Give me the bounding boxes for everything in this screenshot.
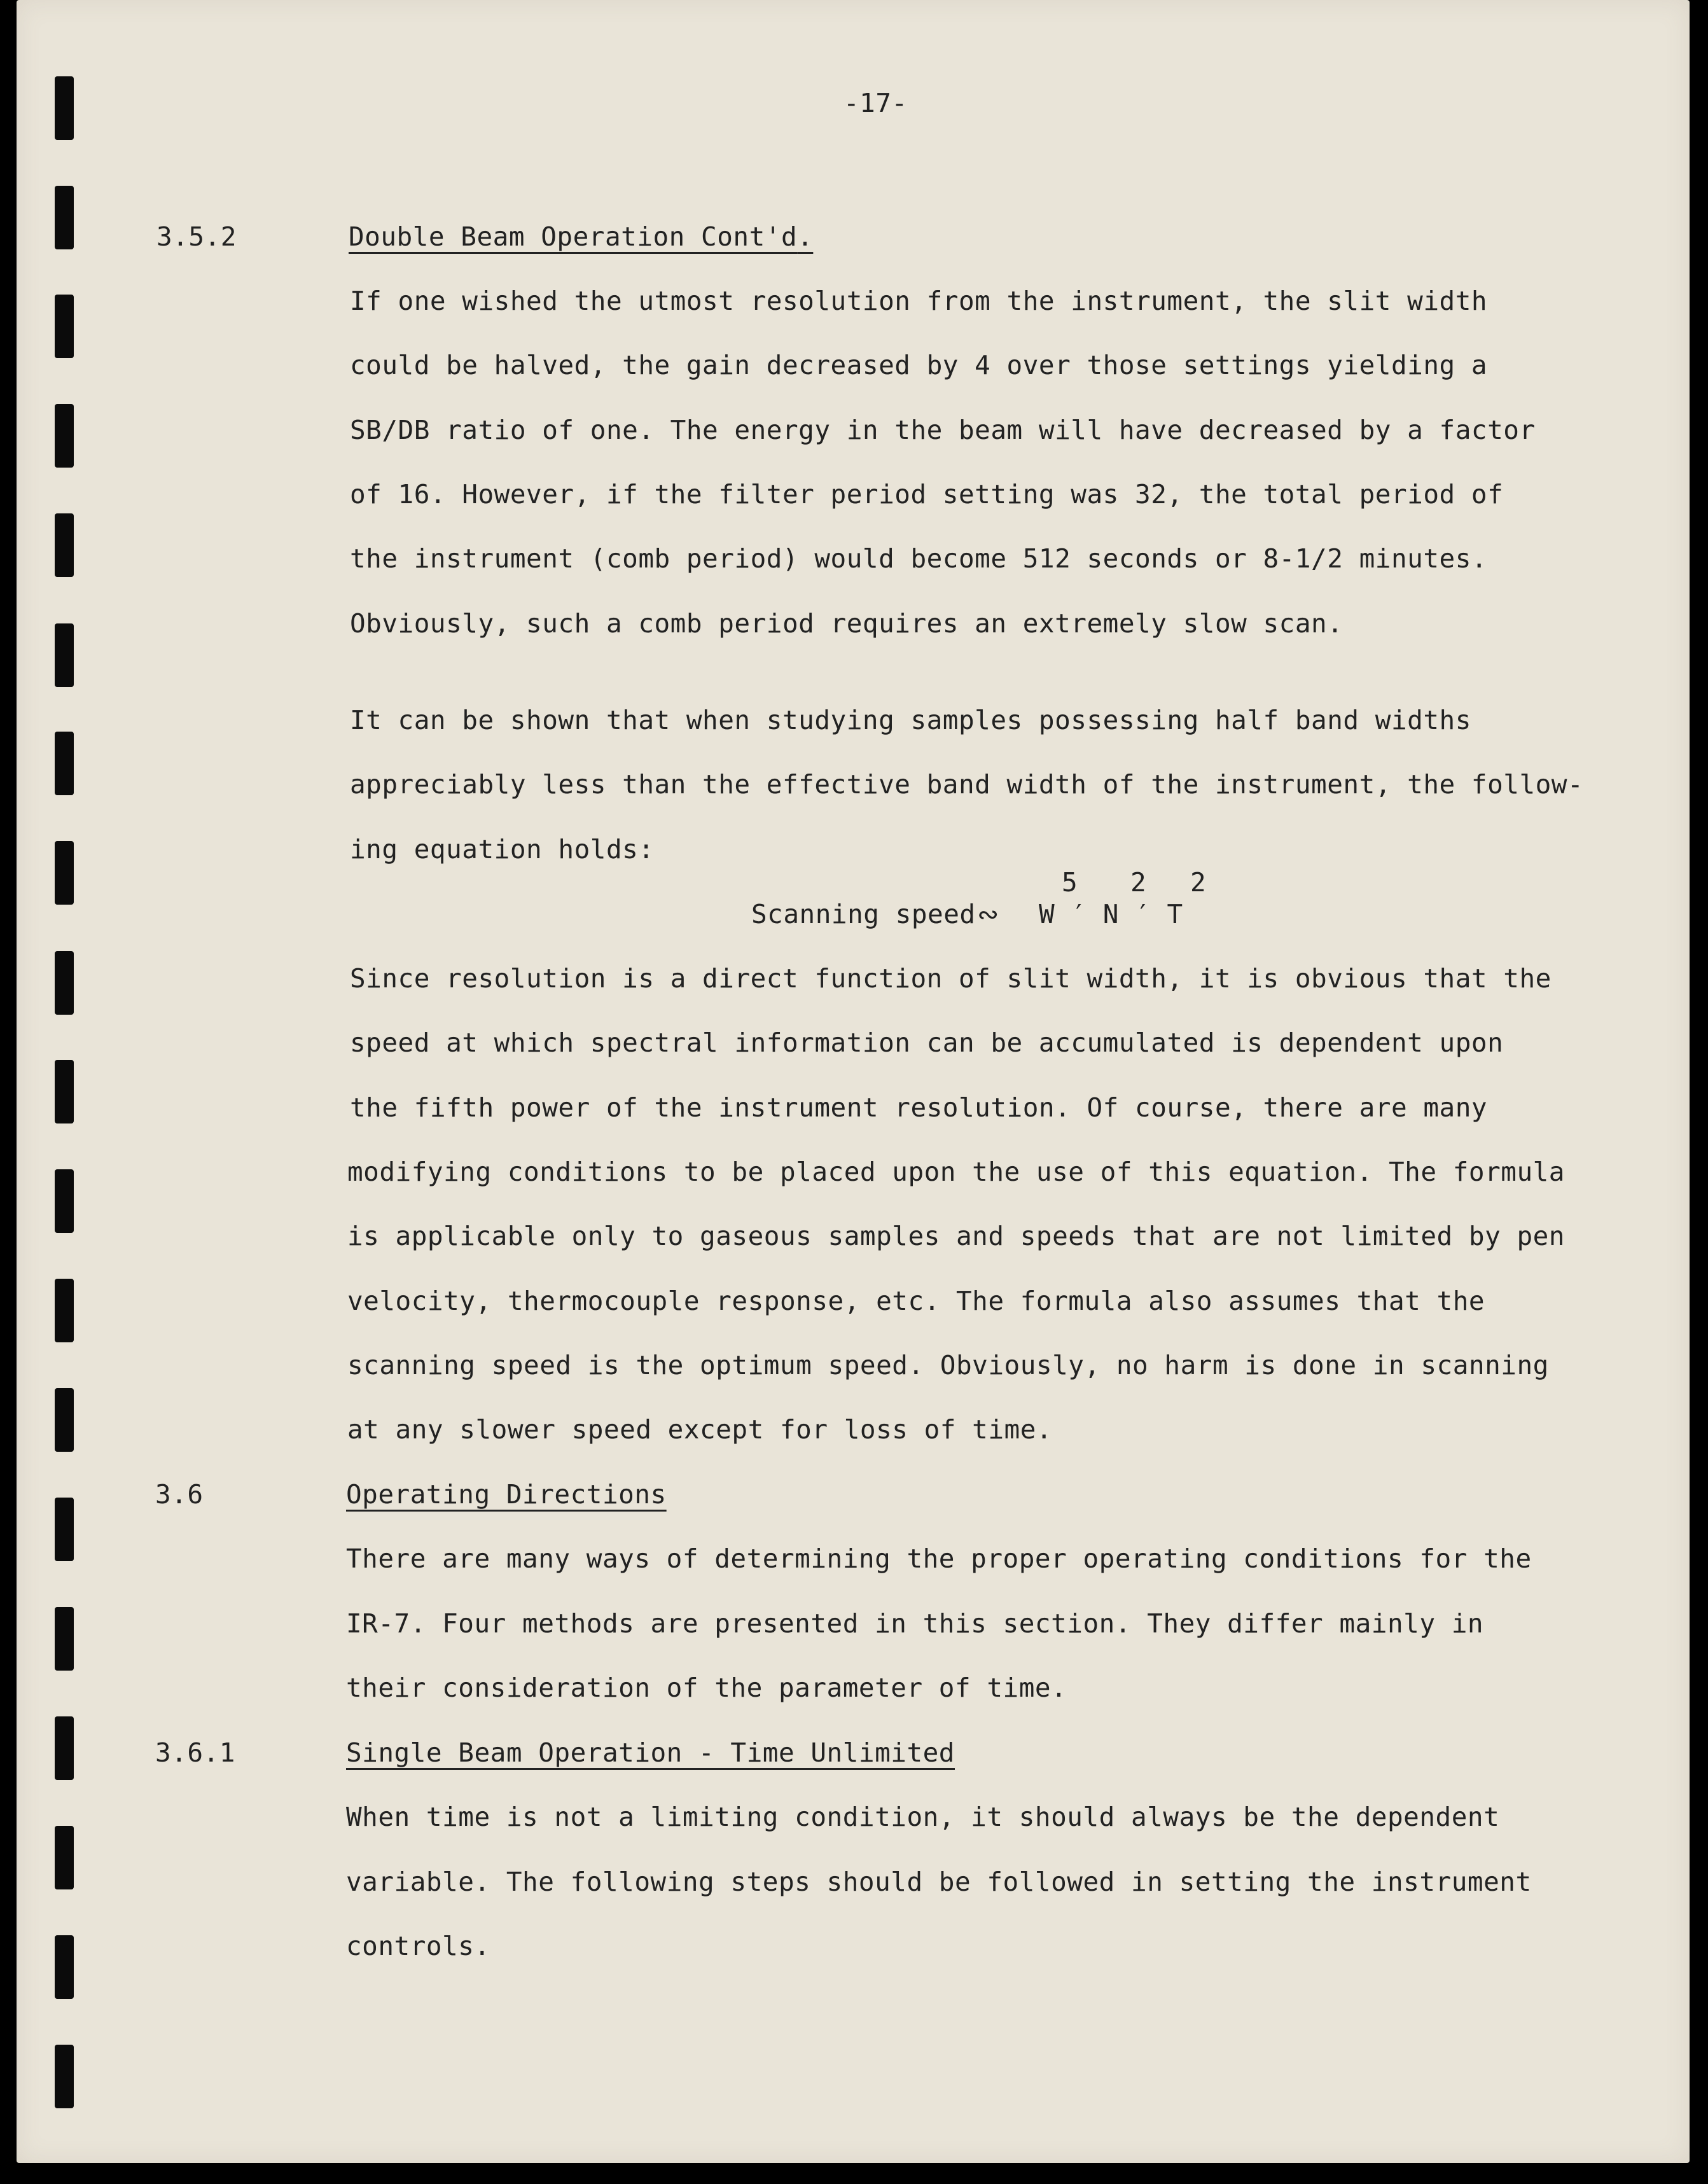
- paragraph-line: the fifth power of the instrument resolution. Of course, there are many: [350, 1092, 1488, 1123]
- equation-exponent: 2: [1190, 867, 1207, 898]
- binding-mark: [55, 1607, 74, 1671]
- binding-mark: [55, 1935, 74, 1999]
- paragraph-line: scanning speed is the optimum speed. Obviously, no harm is done in scanning: [347, 1350, 1549, 1381]
- binding-mark: [55, 295, 74, 358]
- section-heading-text: Double Beam Operation Cont'd: [349, 221, 798, 252]
- section-number-3-6-1: 3.6.1: [155, 1737, 235, 1768]
- paragraph-line: If one wished the utmost resolution from the instrument, the slit width: [350, 286, 1488, 316]
- section-heading-suffix: .: [797, 221, 814, 252]
- binding-mark: [55, 1388, 74, 1452]
- paragraph-line: There are many ways of determining the proper operating conditions for the: [346, 1543, 1532, 1574]
- paragraph-line: of 16. However, if the filter period setting was 32, the total period of: [350, 479, 1504, 510]
- paragraph-line: modifying conditions to be placed upon the use of this equation. The formula: [347, 1157, 1565, 1187]
- binding-mark: [55, 951, 74, 1015]
- binding-mark: [55, 1169, 74, 1233]
- equation: [751, 866, 1235, 936]
- paragraph-line: controls.: [346, 1931, 490, 1961]
- binding-mark: [55, 841, 74, 905]
- binding-mark: [55, 732, 74, 795]
- section-heading-3-5-2: [349, 221, 813, 253]
- section-heading-3-6-1: Single Beam Operation - Time Unlimited: [346, 1737, 955, 1768]
- binding-mark: [55, 404, 74, 468]
- paragraph-line: their consideration of the parameter of time.: [346, 1673, 1067, 1703]
- paragraph-line: IR-7. Four methods are presented in this section. They differ mainly in: [346, 1608, 1484, 1639]
- proportional-symbol: ∾: [977, 899, 999, 929]
- equation-exponent: 2: [1130, 867, 1147, 898]
- paragraph-line: could be halved, the gain decreased by 4 over those settings yielding a: [350, 350, 1488, 380]
- paragraph-line: variable. The following steps should be followed in setting the instrument: [346, 1867, 1532, 1897]
- page-number: -17-: [844, 88, 908, 118]
- binding-mark: [55, 186, 74, 249]
- paragraph-line: speed at which spectral information can be accumulated is dependent upon: [350, 1027, 1504, 1058]
- binding-mark: [55, 1498, 74, 1561]
- paragraph-line: SB/DB ratio of one. The energy in the beam will have decreased by a factor: [350, 415, 1536, 445]
- paragraph-line: the instrument (comb period) would become 512 seconds or 8-1/2 minutes.: [350, 543, 1488, 574]
- paragraph-line: appreciably less than the effective band width of the instrument, the follow-: [350, 769, 1584, 800]
- paragraph-line: It can be shown that when studying samples possessing half band widths: [350, 705, 1471, 735]
- paragraph-line: Since resolution is a direct function of slit width, it is obvious that the: [350, 963, 1552, 994]
- paragraph-line: Obviously, such a comb period requires an extremely slow scan.: [350, 608, 1343, 639]
- binding-mark: [55, 1716, 74, 1780]
- binding-mark: [55, 76, 74, 140]
- paragraph-line: When time is not a limiting condition, it should always be the dependent: [346, 1802, 1500, 1832]
- equation-terms: W ′ N ′ T: [1039, 899, 1183, 929]
- paragraph-line: velocity, thermocouple response, etc. The formula also assumes that the: [347, 1286, 1485, 1316]
- equation-exponent: 5: [1062, 867, 1078, 898]
- equation-label: Scanning speed: [751, 899, 976, 929]
- section-number-3-6: 3.6: [155, 1479, 204, 1510]
- document-page: [17, 0, 1690, 2163]
- paragraph-line: ing equation holds:: [350, 834, 655, 865]
- binding-mark: [55, 1060, 74, 1123]
- section-number-3-5-2: 3.5.2: [156, 221, 237, 252]
- paragraph-line: at any slower speed except for loss of time.: [347, 1414, 1053, 1445]
- binding-mark: [55, 513, 74, 577]
- binding-mark: [55, 2045, 74, 2108]
- binding-mark: [55, 623, 74, 687]
- binding-mark: [55, 1279, 74, 1342]
- section-heading-3-6: Operating Directions: [346, 1479, 667, 1510]
- paragraph-line: is applicable only to gaseous samples and speeds that are not limited by pen: [347, 1221, 1565, 1251]
- binding-mark: [55, 1826, 74, 1889]
